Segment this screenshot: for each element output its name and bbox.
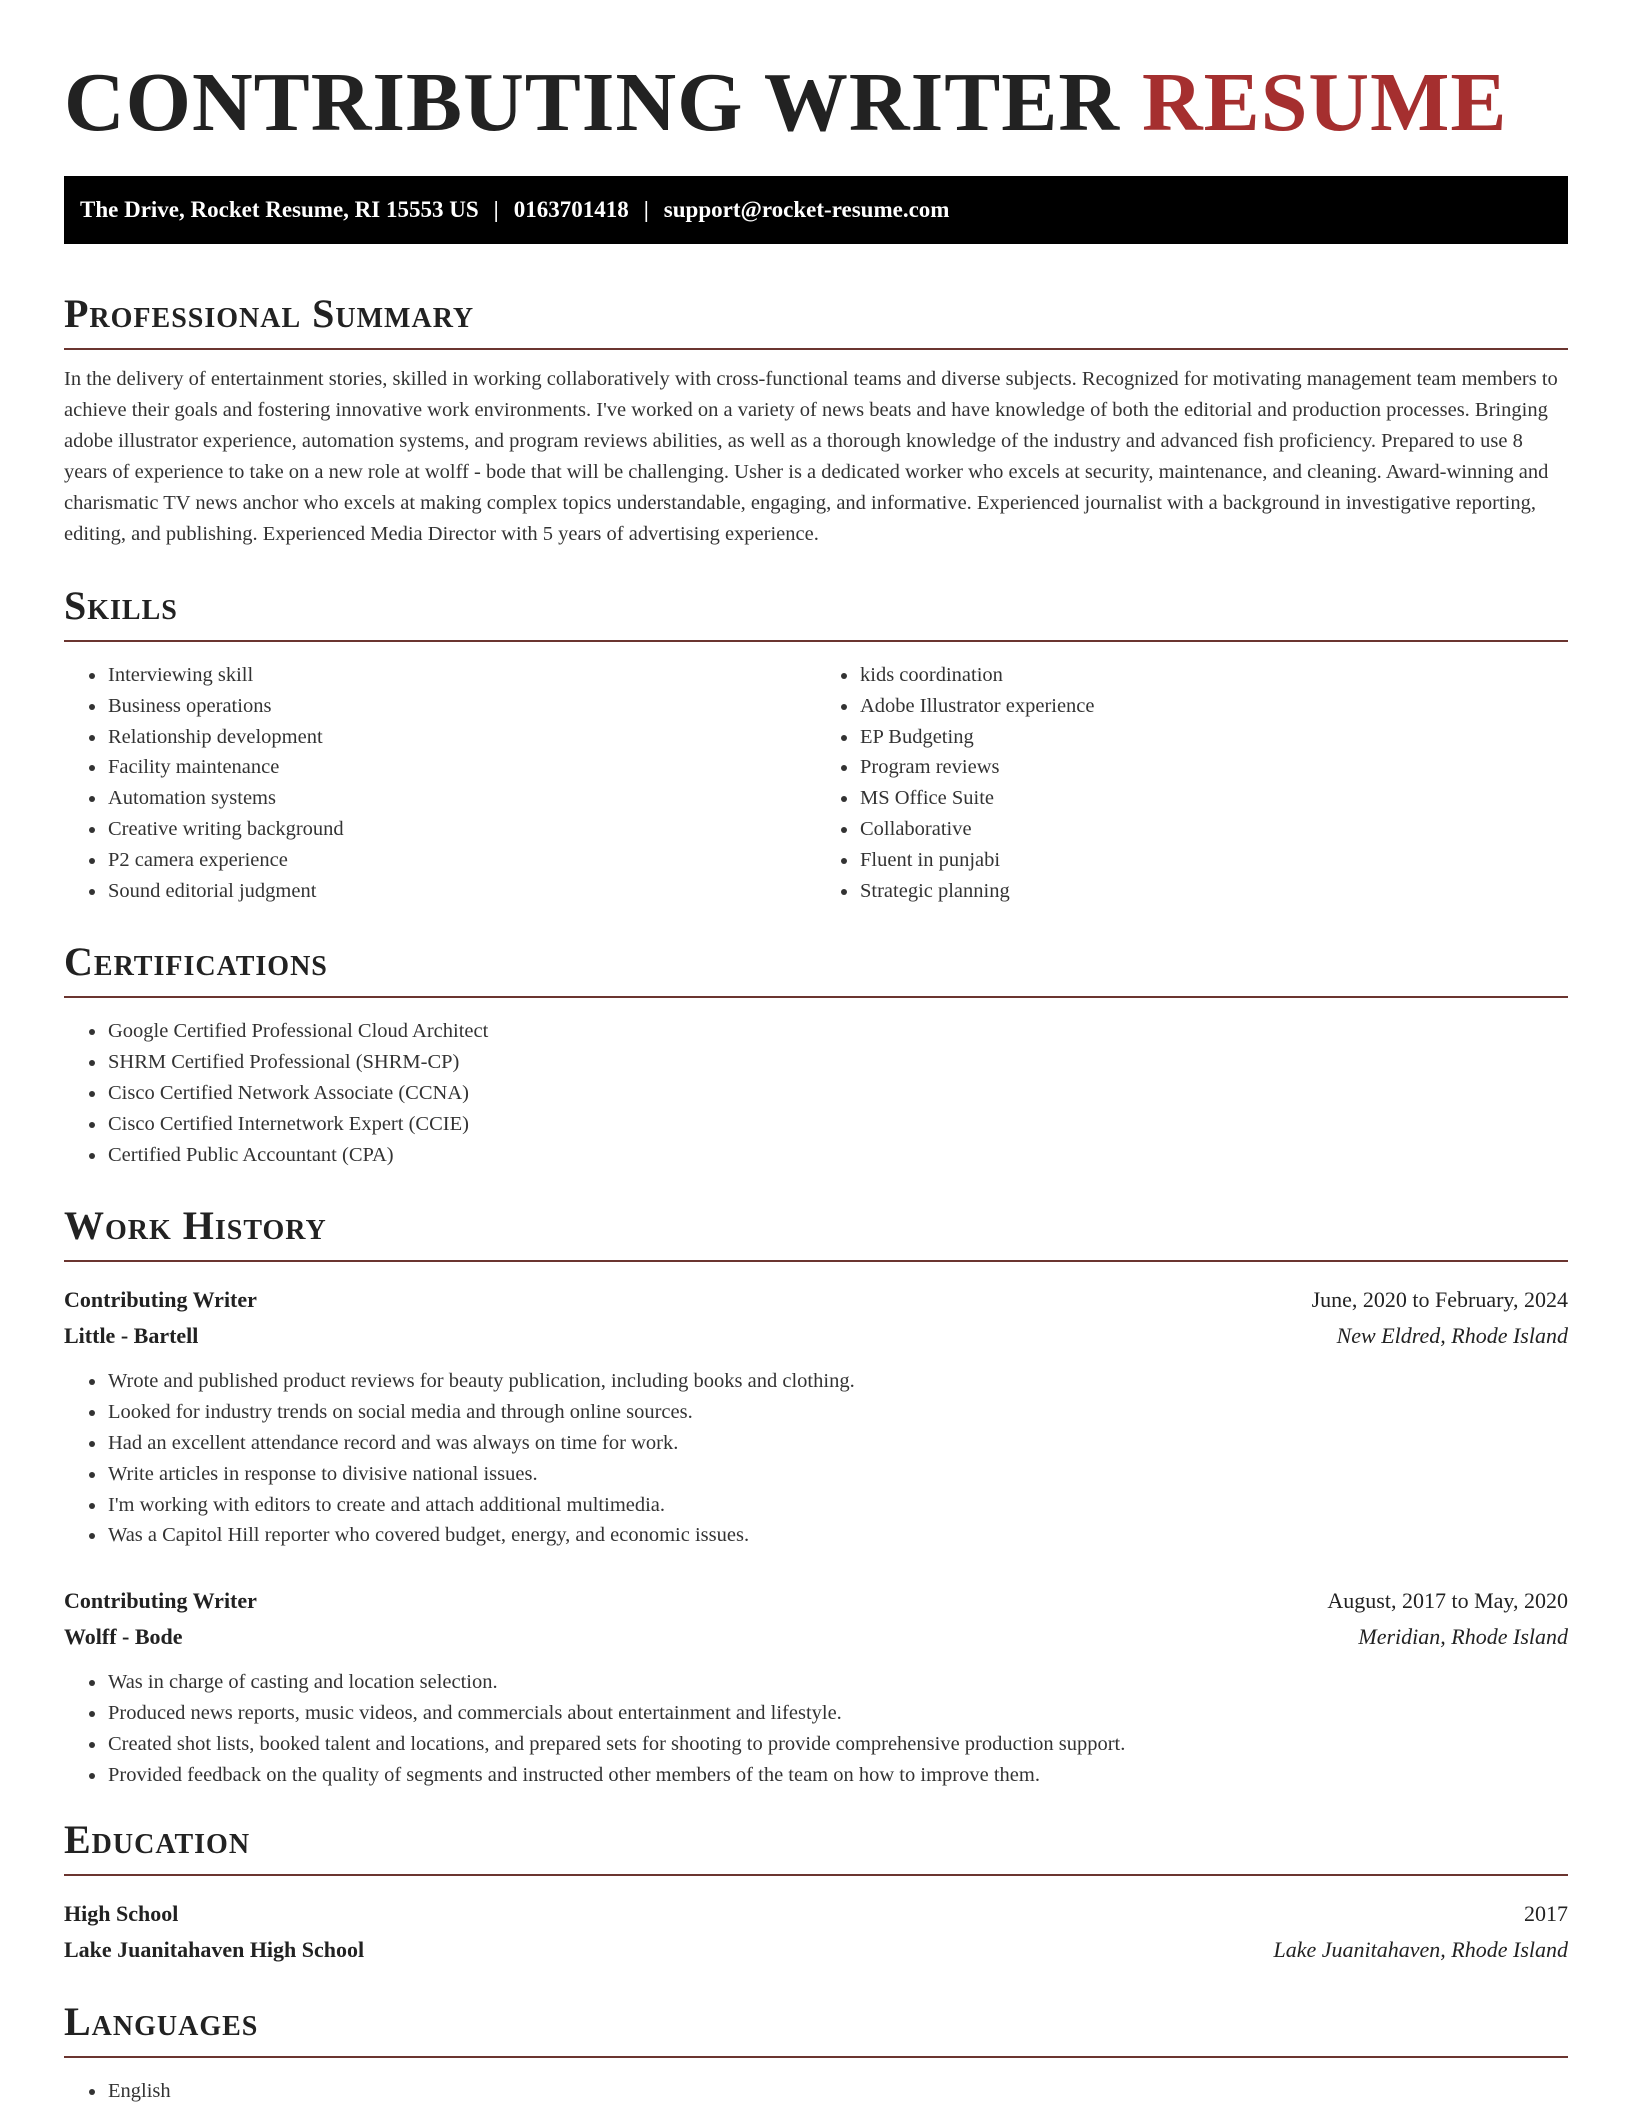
contact-bar (64, 176, 1568, 244)
contact-address: The Drive, Rocket Resume, RI 15553 US (80, 197, 479, 222)
job-bullets (64, 1366, 1568, 1551)
skill-item: • kids coordination (859, 660, 1568, 691)
education-header (64, 1896, 1568, 1932)
skill-item: • Strategic planning (859, 876, 1568, 907)
job-location: Meridian, Rhode Island (1358, 1624, 1568, 1650)
certification-item: • Certified Public Accountant (CPA) (107, 1140, 1568, 1171)
skill-item: • EP Budgeting (859, 722, 1568, 753)
job-entry (64, 1583, 1568, 1790)
job-bullet: • Looked for industry trends on social media and through online sources. (107, 1397, 1568, 1428)
job-bullet: • I'm working with editors to create and attach additional multimedia. (107, 1490, 1568, 1521)
job-bullet: • Was a Capitol Hill reporter who covered budget, energy, and economic issues. (107, 1520, 1568, 1551)
job-title: Contributing Writer (64, 1588, 257, 1614)
title-accent: RESUME (1142, 56, 1508, 149)
section-heading: Languages (64, 1996, 1568, 2058)
work-history-section (64, 1200, 1568, 1790)
education-year: 2017 (1524, 1901, 1568, 1927)
skill-item: • Automation systems (107, 783, 816, 814)
job-company: Wolff - Bode (64, 1624, 183, 1650)
education-section (64, 1814, 1568, 1968)
skill-item: • Fluent in punjabi (859, 845, 1568, 876)
job-company: Little - Bartell (64, 1323, 199, 1349)
certification-item: • SHRM Certified Professional (SHRM-CP) (107, 1047, 1568, 1078)
job-bullet: • Produced news reports, music videos, and commercials about entertainment and lifestyle. (107, 1698, 1568, 1729)
job-bullet: • Created shot lists, booked talent and locations, and prepared sets for shooting to provide comprehensive production support. (107, 1729, 1568, 1760)
job-bullet: • Provided feedback on the quality of segments and instructed other members of the team on how to improve them. (107, 1760, 1568, 1791)
certifications-list (64, 1016, 1568, 1170)
languages-section (64, 1996, 1568, 2107)
section-heading: Skills (64, 580, 1568, 642)
skill-item: • P2 camera experience (107, 845, 816, 876)
job-entry (64, 1282, 1568, 1551)
skill-item: • Adobe Illustrator experience (859, 691, 1568, 722)
certifications-section (64, 936, 1568, 1170)
job-bullet: • Was in charge of casting and location selection. (107, 1667, 1568, 1698)
job-bullet: • Wrote and published product reviews for beauty publication, including books and clothing. (107, 1366, 1568, 1397)
title-main: CONTRIBUTING WRITER (64, 56, 1120, 149)
skills-list-left (64, 660, 816, 906)
certification-item: • Cisco Certified Internetwork Expert (CCIE) (107, 1109, 1568, 1140)
skill-item: • Facility maintenance (107, 752, 816, 783)
job-bullet: • Write articles in response to divisive national issues. (107, 1459, 1568, 1490)
job-dates: August, 2017 to May, 2020 (1327, 1588, 1568, 1614)
certification-item: • Google Certified Professional Cloud Architect (107, 1016, 1568, 1047)
job-subheader (64, 1619, 1568, 1655)
summary-text: In the delivery of entertainment stories, skilled in working collaboratively with cross-functional teams and diverse subjects. Recognized for motivating management team members to achieve their goals and fostering innovative work environments. I've worked on a variety of news beats and have knowledge of both the editorial and production processes. Bringing adobe illustrator experience, automation systems, and program reviews abilities, as well as a thorough knowledge of the industry and advanced fish proficiency. Prepared to use 8 years of experience to take on a new role at wolff - bode that will be challenging. Usher is a dedicated worker who excels at security, maintenance, and cleaning. Award-winning and charismatic TV news anchor who excels at making complex topics understandable, engaging, and informative. Experienced journalist with a background in investigative reporting, editing, and publishing. Experienced Media Director with 5 years of advertising experience. (64, 368, 1558, 545)
section-heading: Education (64, 1814, 1568, 1876)
skill-item: • Business operations (107, 691, 816, 722)
skill-item: • Interviewing skill (107, 660, 816, 691)
job-bullet: • Had an excellent attendance record and was always on time for work. (107, 1428, 1568, 1459)
skill-item: • Program reviews (859, 752, 1568, 783)
job-subheader (64, 1318, 1568, 1354)
skill-item: • Relationship development (107, 722, 816, 753)
skill-item: • Sound editorial judgment (107, 876, 816, 907)
languages-list (64, 2076, 1568, 2107)
skill-item: • Collaborative (859, 814, 1568, 845)
education-entry (64, 1896, 1568, 1968)
professional-summary-section (64, 288, 1568, 550)
job-location: New Eldred, Rhode Island (1336, 1323, 1568, 1349)
education-location: Lake Juanitahaven, Rhode Island (1273, 1937, 1568, 1963)
language-item: • English (107, 2076, 1568, 2107)
section-heading: Certifications (64, 936, 1568, 998)
section-heading: Work History (64, 1200, 1568, 1262)
skills-list-right (816, 660, 1568, 906)
job-header (64, 1583, 1568, 1619)
contact-separator: | (643, 197, 649, 222)
contact-separator: | (493, 197, 499, 222)
skill-item: • Creative writing background (107, 814, 816, 845)
education-school: Lake Juanitahaven High School (64, 1937, 365, 1963)
job-bullets (64, 1667, 1568, 1790)
job-header (64, 1282, 1568, 1318)
skills-grid (64, 642, 1568, 906)
contact-phone: 0163701418 (513, 197, 629, 222)
education-degree: High School (64, 1901, 179, 1927)
job-dates: June, 2020 to February, 2024 (1311, 1287, 1568, 1313)
resume-title (64, 0, 1568, 168)
skill-item: • MS Office Suite (859, 783, 1568, 814)
job-title: Contributing Writer (64, 1287, 257, 1313)
certification-item: • Cisco Certified Network Associate (CCNA) (107, 1078, 1568, 1109)
education-subheader (64, 1932, 1568, 1968)
skills-section (64, 580, 1568, 906)
contact-email: support@rocket-resume.com (663, 197, 950, 222)
section-heading: Professional Summary (64, 288, 1568, 350)
